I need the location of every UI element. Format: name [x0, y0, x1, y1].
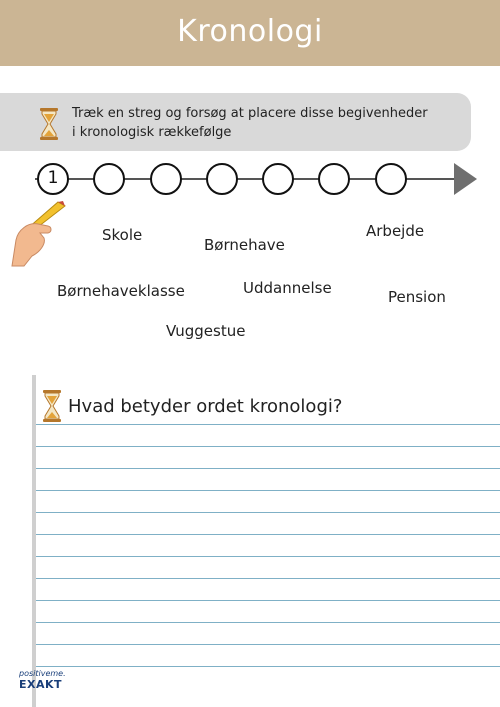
event-bornehave[interactable]: Børnehave [204, 236, 285, 254]
header-banner [0, 0, 500, 66]
publisher-logo [19, 669, 66, 691]
answer-line [36, 512, 500, 513]
answer-line [36, 578, 500, 579]
timeline-slot-4[interactable] [207, 164, 237, 194]
event-skole[interactable]: Skole [102, 226, 143, 244]
logo-top-text: positiveme. [19, 669, 66, 678]
timeline-slot-7[interactable] [376, 164, 406, 194]
timeline-first-label: 1 [47, 168, 59, 188]
timeline-slot-2[interactable] [94, 164, 124, 194]
answer-line [36, 644, 500, 645]
answer-line [36, 468, 500, 469]
event-arbejde[interactable]: Arbejde [366, 222, 425, 240]
arrow-right-icon [454, 163, 477, 195]
event-pension[interactable]: Pension [388, 288, 446, 306]
answer-line [36, 556, 500, 557]
answer-line [36, 534, 500, 535]
question-text: Hvad betyder ordet kronologi? [68, 396, 343, 417]
timeline-slot-3[interactable] [151, 164, 181, 194]
answer-line [36, 446, 500, 447]
timeline-slot-5[interactable] [263, 164, 293, 194]
timeline-slot-6[interactable] [319, 164, 349, 194]
event-uddannelse[interactable]: Uddannelse [243, 279, 332, 297]
answer-line [36, 622, 500, 623]
event-vuggestue[interactable]: Vuggestue [166, 322, 246, 340]
page-title: Kronologi [177, 14, 323, 49]
hourglass-icon [39, 108, 59, 140]
answer-line [36, 600, 500, 601]
answer-lines[interactable] [36, 424, 500, 688]
instruction-text: Træk en streg og forsøg at placere disse begivenheder i kronologisk rækkefølge [72, 106, 428, 140]
answer-line [36, 424, 500, 425]
answer-line [36, 490, 500, 491]
timeline [0, 150, 500, 210]
event-bornehaveklasse[interactable]: Børnehaveklasse [57, 282, 185, 300]
hourglass-icon [42, 390, 62, 422]
hand-pencil-icon [10, 200, 70, 268]
answer-line [36, 666, 500, 667]
logo-bottom-text: EXAKT [19, 678, 63, 691]
